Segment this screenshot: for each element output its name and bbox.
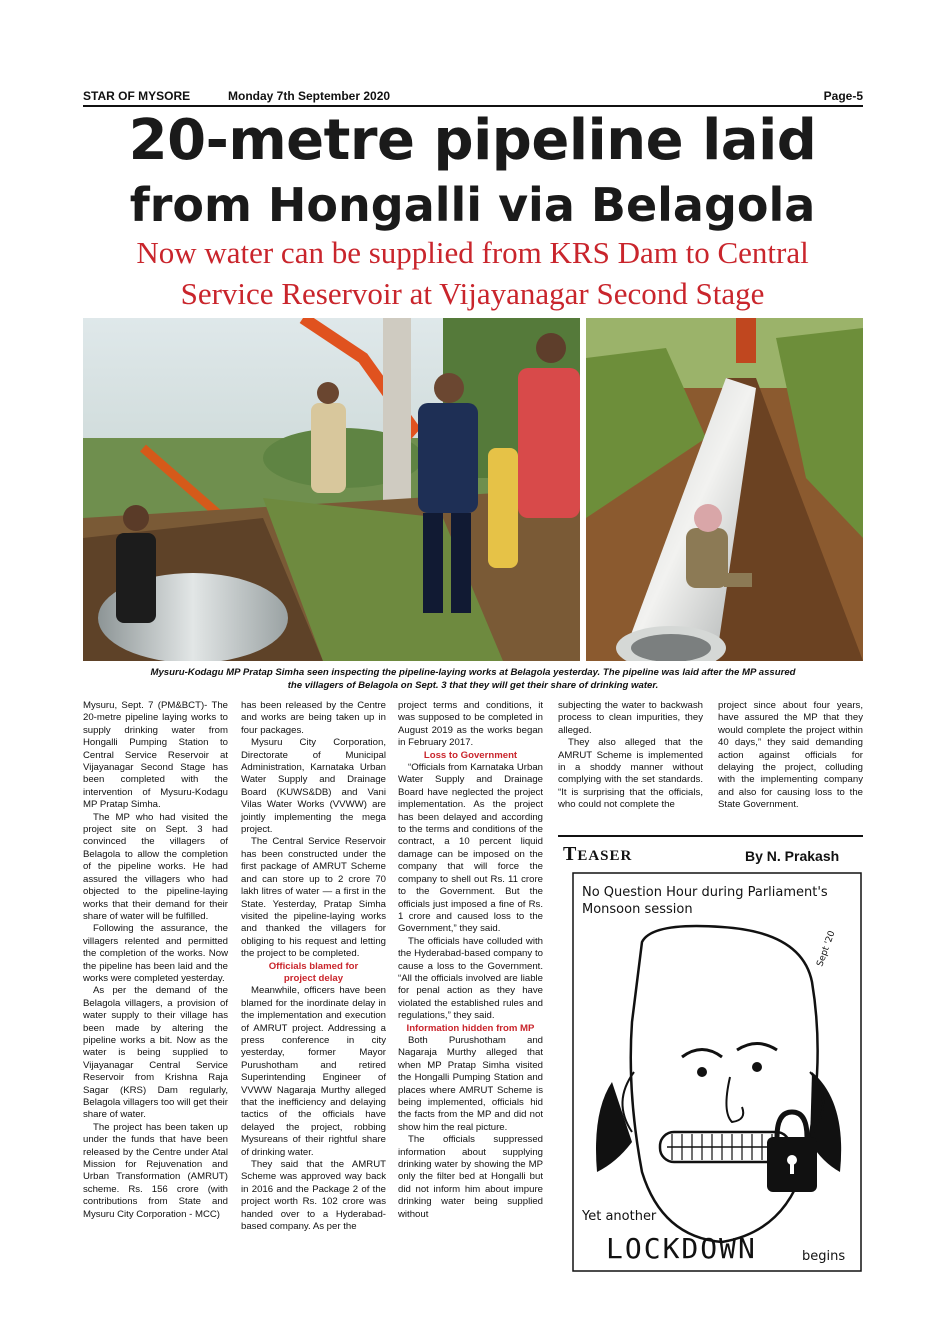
cartoon-signature: Sept '20 [815, 929, 838, 969]
photo-pipe-in-trench [586, 318, 863, 661]
headline-line-2: from Hongalli via Belagola [129, 178, 816, 232]
page-number: Page-5 [823, 89, 863, 103]
paragraph: The officials have colluded with the Hyderabad-based company to cause a loss to the Government. “All the officials involved are liable for penal action as they have violated the established rules and regulations,” they said. [398, 935, 543, 1022]
cartoon-caption-bottom-2: LOCKDOWN [606, 1232, 757, 1265]
subheading-officials-blamed [241, 961, 386, 986]
cartoon-drawing [572, 872, 862, 1272]
caption-line-1: Mysuru-Kodagu MP Pratap Simha seen inspecting the pipeline-laying works at Belagola yesterday. The pipeline was laid after the MP assured [150, 667, 796, 678]
deck-line-2: Service Reservoir at Vijayanagar Second Stage [180, 276, 765, 311]
teaser-title-rest: EASER [577, 848, 633, 864]
subheading-information-hidden: Information hidden from MP [406, 1022, 535, 1034]
subheading-line: Officials blamed for [268, 960, 359, 972]
header-rule [83, 105, 863, 107]
paragraph: project since about four years, have assured the MP that they would complete the project within 40 days,” they said demanding action against officials for delaying the project, colluding with the implementing company and also for causing loss to the State Government. [718, 700, 863, 811]
paragraph: The Central Service Reservoir has been constructed under the first package of AMRUT Scheme and can store up to 2 crore 70 lakh litres of water — a first in the State. Yesterday, Pratap Simha visited the pipeline-laying works and thanked the villagers for obliging to his request and letting the project to be completed. [241, 836, 386, 960]
teaser-title [563, 843, 632, 866]
paragraph: “Officials from Karnataka Urban Water Supply and Drainage Board have neglected the project implementation. As the project has been delayed and according to the terms and conditions of the contract, a 10 percent liquid damage can be imposed on the company that will force the company to shell out Rs. 11 crore to the Government. But the officials just imposed a fine of Rs. 1 crore and caused loss to the Government,” they said. [398, 762, 543, 935]
article-column-2 [241, 700, 386, 1233]
article-column-5 [718, 700, 863, 812]
subheading-loss-to-government: Loss to Government [423, 749, 518, 761]
publication-name: STAR OF MYSORE [83, 89, 191, 103]
paragraph: Following the assurance, the villagers relented and permitted the completion of the works. Now the pipeline has been laid and the works were completed yesterday. [83, 923, 228, 984]
article-column-4 [558, 700, 703, 812]
paragraph: has been released by the Centre and works are being taken up in four packages. [241, 700, 386, 736]
photo-caption [83, 666, 863, 692]
cartoon-caption-top-1: No Question Hour during Parliament's [582, 885, 828, 900]
cartoon-caption-bottom-1: Yet another [582, 1209, 657, 1224]
cartoon-caption-bottom-3: begins [802, 1249, 846, 1264]
cartoon-caption-top-2: Monsoon session [582, 902, 693, 917]
paragraph: The officials suppressed information about supplying drinking water by showing the MP only the filter bed at Hongalli but did not inform him about impure drinking water being supplied without [398, 1134, 543, 1220]
paragraph: subjecting the water to backwash process to clean impurities, they alleged. [558, 700, 703, 736]
issue-date: Monday 7th September 2020 [228, 89, 391, 103]
paragraph: Both Purushotham and Nagaraja Murthy alleged that when MP Pratap Simha visited the Hongalli Pumping Station and places where AMRUT Scheme is being implemented, officials hid the facts from the MP and did not show him the real picture. [398, 1034, 543, 1133]
paragraph: project terms and conditions, it was supposed to be completed in August 2019 as the works began in February 2017. [398, 700, 543, 749]
teaser-cartoon [572, 872, 862, 1272]
running-header [83, 89, 863, 105]
caption-line-2: the villagers of Belagola on Sept. 3 that they will get their share of drinking water. [287, 680, 659, 691]
deck-line-1: Now water can be supplied from KRS Dam to Central [136, 235, 809, 270]
paragraph: The project has been taken up under the funds that have been released by the Centre under Atal Mission for Rejuvenation and Urban Transformation (AMRUT) scheme. Rs. 156 crore (with contributions from State and Mysuru City Corporation - MCC) [83, 1121, 228, 1220]
paragraph: The MP who had visited the project site on Sept. 3 had convinced the villagers of Belagola to allow the completion of the pipeline works. He had assured the villagers who had objected to the pipeline-laying works that their demand for their share of water will be fulfilled. [83, 811, 228, 922]
paragraph: As per the demand of the Belagola villagers, a provision of water supply to their village has been made by altering the pipeline works a bit. Now as the water is being supplied to Vijayanagar Central Service Reservoir from Krishna Raja Sagar (KRS) Dam regularly, Belagola villagers too will get their share of water. [83, 985, 228, 1121]
paragraph: They also alleged that the AMRUT Scheme is implemented in a shoddy manner without complying with the set standards. “It is surprising that the officials, who could not complete the [558, 737, 703, 811]
paragraph: Meanwhile, officers have been blamed for the inordinate delay in the implementation and execution of AMRUT project. Addressing a press conference in city yesterday, former Mayor Purushotham and retired Superintending Engineer of VVWW Nagaraja Murthy alleged that the inefficiency and delaying tactics of the officials have delayed the project, robbing Mysureans of their rightful share of drinking water. [241, 985, 386, 1158]
teaser-byline: By N. Prakash [745, 848, 840, 864]
article-column-1 [83, 700, 228, 1221]
trench-photo-graphic [586, 318, 863, 661]
paragraph: Mysuru, Sept. 7 (PM&BCT)- The 20-metre pipeline laying works to supply drinking water from Hongalli Pumping Station to Central Service Reservoir at Vijayanagar Second Stage has been completed with the intervention of Mysuru-Kodagu MP Pratap Simha. [83, 700, 228, 811]
teaser-title-initial: T [563, 843, 578, 865]
inspection-photo-graphic [83, 318, 580, 661]
teaser-rule [558, 835, 863, 837]
paragraph: They said that the AMRUT Scheme was approved way back in 2016 and the Package 2 of the project worth Rs. 102 crore was handed over to a Hyderabad-based company. As per the [241, 1159, 386, 1233]
photo-mp-inspection [83, 318, 580, 661]
paragraph: Mysuru City Corporation, Directorate of Municipal Administration, Karnataka Urban Water Supply and Drainage Board (KUWS&DB) and Vani Vilas Water Works (VVWW) are jointly implementing the mega project. [241, 737, 386, 836]
subheading-line: project delay [283, 972, 344, 984]
headline-line-1: 20-metre pipeline laid [128, 108, 817, 173]
article-column-3 [398, 700, 543, 1221]
